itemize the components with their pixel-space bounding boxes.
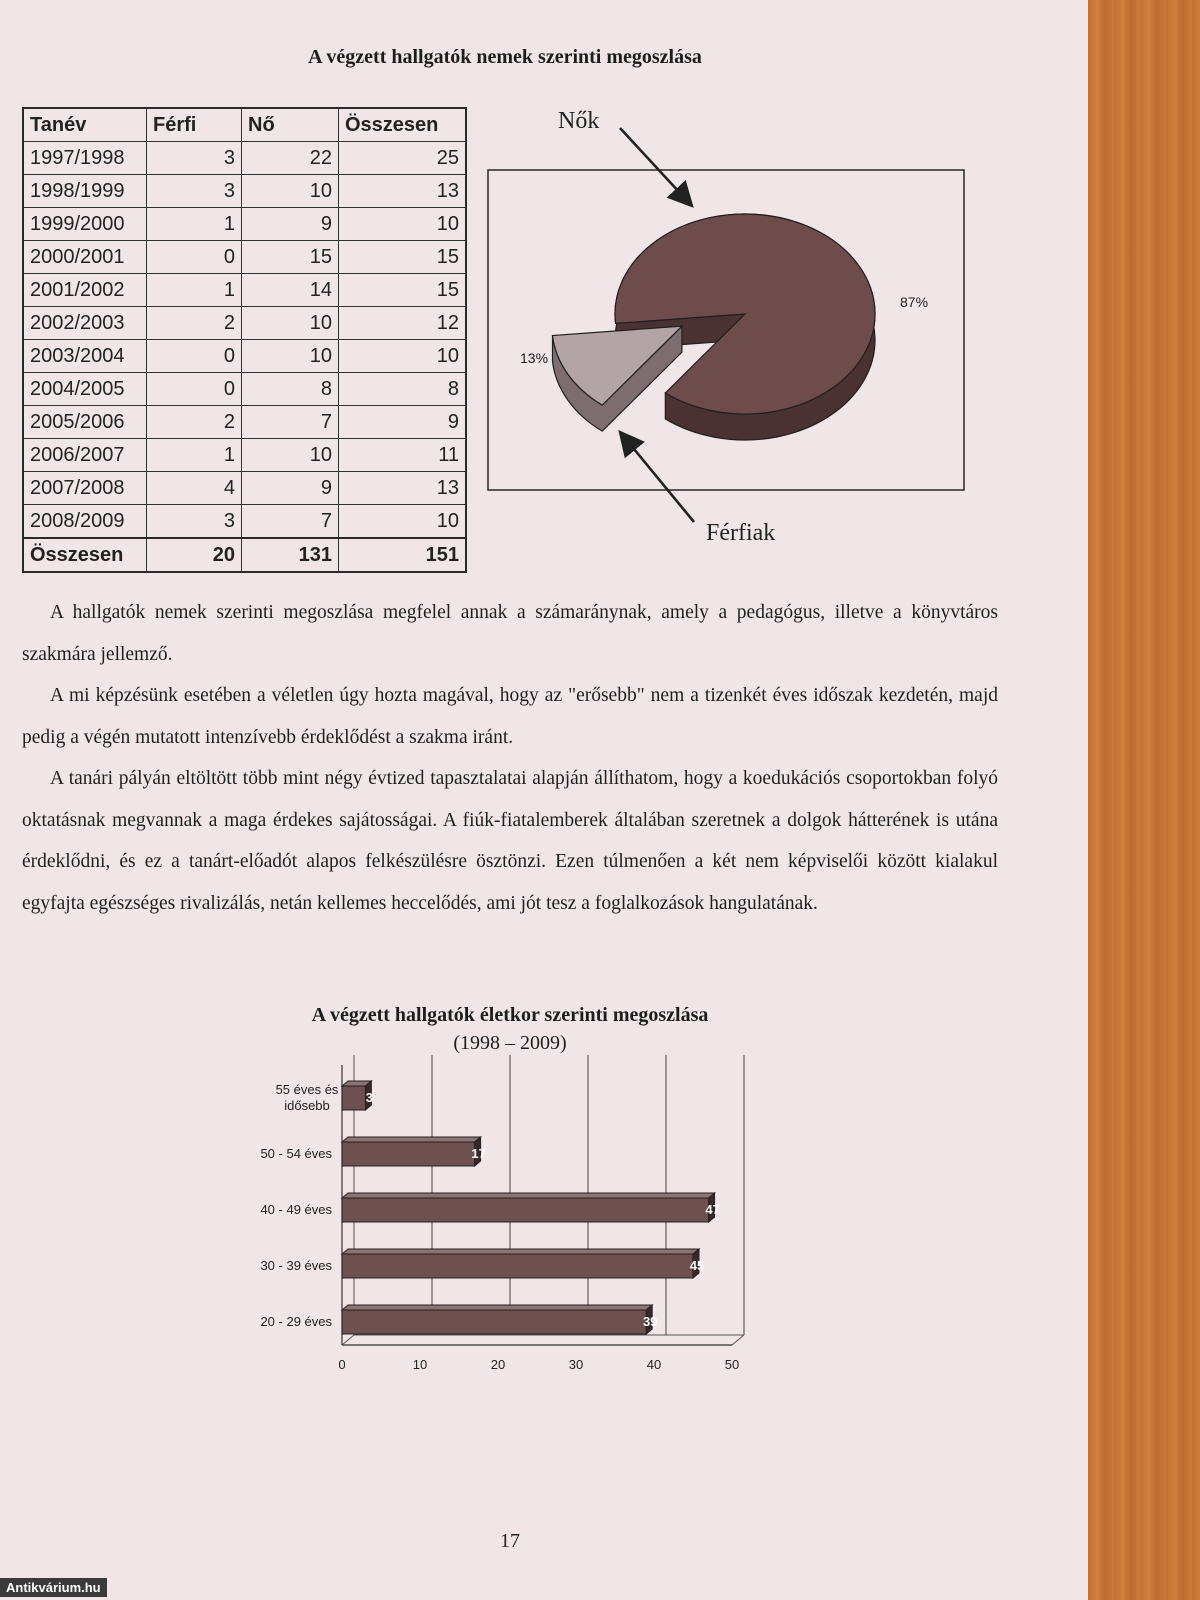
cell-men: 4 [147,472,242,505]
cell-men: 0 [147,241,242,274]
cell-women: 7 [242,406,339,439]
bar-data-label: 17 [471,1146,486,1161]
age-section-subtitle: (1998 – 2009) [453,1032,567,1054]
bar-data-label: 3 [365,1090,374,1105]
cell-women: 15 [242,241,339,274]
y-category-label: 55 éves és [275,1082,339,1097]
y-category-label: 20 - 29 éves [260,1314,332,1329]
gender-table [22,107,467,573]
cell-year: 2002/2003 [23,307,147,340]
cell-women: 9 [242,208,339,241]
cell-men: 2 [147,307,242,340]
bar [342,1142,475,1166]
pie-men-callout: Férfiak [706,520,776,546]
x-tick-label: 50 [724,1357,740,1372]
cell-women: 10 [242,175,339,208]
cell-total: 15 [339,274,467,307]
cell-total: 10 [339,340,467,373]
gender-section-title: A végzett hallgatók nemek szerinti megoszlása [308,46,702,68]
cell-year: 1998/1999 [23,175,147,208]
total-label: Összesen [23,538,147,572]
cell-total: 15 [339,241,467,274]
cell-women: 22 [242,142,339,175]
pie-women-callout: Nők [558,108,600,134]
cell-women: 14 [242,274,339,307]
cell-total: 8 [339,373,467,406]
bar-top [342,1305,652,1310]
paragraph-2: A mi képzésünk esetében a véletlen úgy hozta magával, hogy az "erősebb" nem a tizenkét éves időszak kezdetén, majd pedig a végén mutatott intenzívebb érdeklődést a szakma iránt. [22,685,998,748]
gender-table-row [23,505,466,539]
bar [342,1198,709,1222]
cell-total: 9 [339,406,467,439]
cell-total: 13 [339,175,467,208]
header-women: Nő [242,108,339,142]
gender-table-total-row [23,538,466,572]
gender-table-row [23,406,466,439]
gender-table-row [23,175,466,208]
cell-year: 2003/2004 [23,340,147,373]
bar [342,1310,646,1334]
bar-data-label: 45 [689,1258,705,1273]
men-arrow [620,432,694,522]
bar-data-label: 39 [642,1314,658,1329]
bar-top [342,1137,481,1142]
bar [342,1254,693,1278]
age-section-title: A végzett hallgatók életkor szerinti megoszlása [311,1004,709,1026]
total-all: 151 [339,538,467,572]
cell-year: 1999/2000 [23,208,147,241]
cell-year: 2006/2007 [23,439,147,472]
cell-women: 8 [242,373,339,406]
pie-label-men-pct: 13% [520,350,549,366]
gender-table-row [23,208,466,241]
gender-table-row [23,373,466,406]
x-tick-label: 20 [490,1357,506,1372]
x-tick-label: 30 [568,1357,584,1372]
paragraph-3: A tanári pályán eltöltött több mint négy évtized tapasztalatai alapján állíthatom, hogy a koedukációs csoportokban folyó oktatásnak megvannak a maga érdekes sajátosságai. A fiúk-fiatalemberek általában szeretnek a dolgok hátterének is utána érdeklődni, és ez a tanárt-előadót alapos felkészülésre ösztönzi. Ezen túlmenően a két nem képviselői között kialakul egyfajta egészséges rivalizálás, netán kellemes heccelődés, ami jót tesz a foglalkozások hangulatának. [22,768,998,914]
x-tick-label: 40 [646,1357,662,1372]
gender-table-row [23,142,466,175]
header-year: Tanév [23,108,147,142]
paragraph-1: A hallgatók nemek szerinti megoszlása megfelel annak a számaránynak, amely a pedagógus, illetve a könyvtáros szakmára jellemző. [22,602,998,665]
y-category-label: 30 - 39 éves [260,1258,332,1273]
cell-total: 10 [339,208,467,241]
chart-floor-edge [342,1335,744,1345]
cell-men: 0 [147,340,242,373]
cell-women: 7 [242,505,339,539]
gender-table-row [23,241,466,274]
women-arrow [620,128,692,206]
header-men: Férfi [147,108,242,142]
cell-year: 2004/2005 [23,373,147,406]
gender-table-row [23,307,466,340]
watermark-logo: Antikvárium.hu [0,1578,107,1597]
cell-men: 1 [147,274,242,307]
bar-top [342,1249,699,1254]
cell-year: 2000/2001 [23,241,147,274]
cell-year: 2005/2006 [23,406,147,439]
cell-men: 3 [147,505,242,539]
wooden-surface [1088,0,1200,1600]
gender-table-row [23,340,466,373]
gender-table-header [23,108,466,142]
gender-table-row [23,439,466,472]
page-number: 17 [500,1530,520,1552]
cell-year: 2007/2008 [23,472,147,505]
pie-label-women-pct: 87% [900,294,929,310]
cell-men: 2 [147,406,242,439]
header-total: Összesen [339,108,467,142]
cell-women: 9 [242,472,339,505]
bar [342,1086,365,1110]
cell-year: 2008/2009 [23,505,147,539]
cell-men: 3 [147,142,242,175]
pie-slice-women [615,214,875,414]
total-women: 131 [242,538,339,572]
cell-women: 10 [242,439,339,472]
cell-total: 25 [339,142,467,175]
age-bar-chart [240,1055,780,1405]
cell-men: 1 [147,439,242,472]
cell-year: 2001/2002 [23,274,147,307]
bar-data-label: 47 [705,1202,720,1217]
cell-total: 10 [339,505,467,539]
cell-women: 10 [242,340,339,373]
cell-men: 1 [147,208,242,241]
cell-men: 3 [147,175,242,208]
gender-pie-chart [470,112,1000,552]
y-category-label: idősebb [284,1098,330,1113]
bar-top [342,1193,715,1198]
cell-men: 0 [147,373,242,406]
x-tick-label: 10 [412,1357,428,1372]
x-tick-label: 0 [338,1357,346,1372]
cell-total: 11 [339,439,467,472]
cell-total: 13 [339,472,467,505]
total-men: 20 [147,538,242,572]
y-category-label: 50 - 54 éves [260,1146,332,1161]
gender-table-row [23,472,466,505]
gender-table-row [23,274,466,307]
cell-women: 10 [242,307,339,340]
cell-total: 12 [339,307,467,340]
cell-year: 1997/1998 [23,142,147,175]
y-category-label: 40 - 49 éves [260,1202,332,1217]
